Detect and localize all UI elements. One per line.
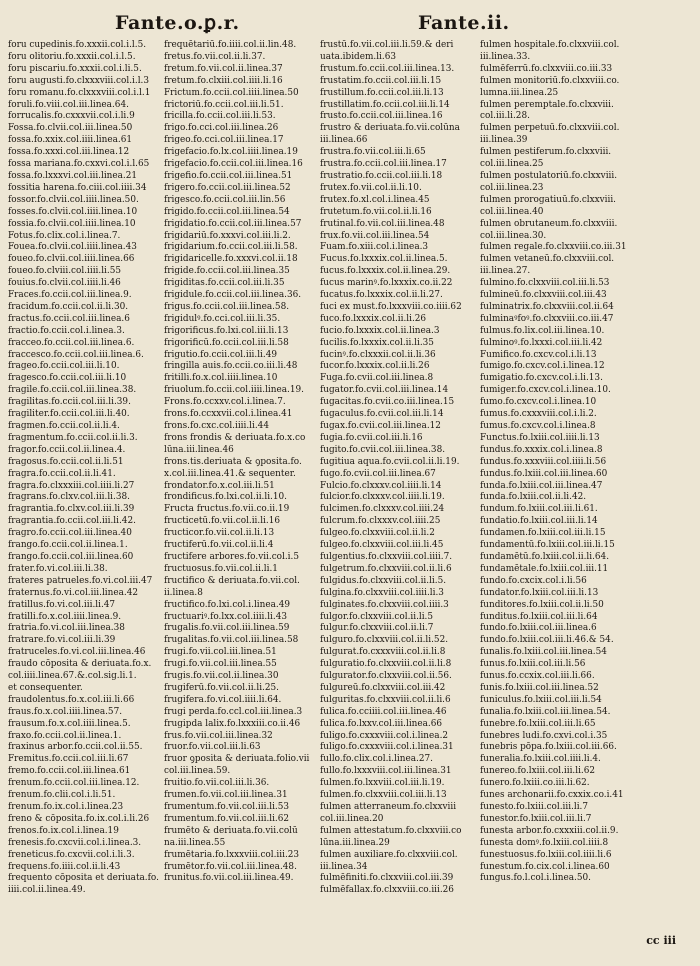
index-entry: fulcimen.fo.clxxxv.col.iiii.24 <box>320 504 445 515</box>
index-entry: fructuosus.fo.vii.col.ii.li.1 <box>164 563 278 574</box>
running-head-left: Fante.o.ꝑ.r. <box>115 12 240 34</box>
index-entry: fulmen perpetuū.fo.clxxviii.col. <box>480 123 620 134</box>
index-entry: fugaculus.fo.cvii.col.iii.li.14 <box>320 409 444 420</box>
index-entry: fractus.fo.ccii.col.iii.linea.6 <box>8 313 130 324</box>
index-entry: fumigatio.fo.cxcv.col.i.li.13. <box>480 373 603 384</box>
index-entry: fulgurator.fo.clxxviii.col.ii.56. <box>320 671 452 682</box>
index-entry: fremo.fo.ccii.col.iii.linea.61 <box>8 766 131 777</box>
index-entry: frigiditas.fo.ccii.col.iii.li.35 <box>164 278 285 289</box>
index-entry: frustratio.fo.ccii.col.iii.li.18 <box>320 170 443 181</box>
index-entry: fulmen postulatoriū.fo.clxxviii. <box>480 170 618 181</box>
index-entry: fugax.fo.cvii.col.iii.linea.12 <box>320 421 441 431</box>
index-entry: frequētariū.fo.iiii.col.ii.lin.48. <box>164 40 297 50</box>
index-entry: fundus.fo.lxiii.col.iii.linea.60 <box>480 468 608 479</box>
index-entry: funereo.fo.lxiii.col.iii.li.62 <box>480 766 596 777</box>
index-entry: uata.ibidem.li.63 <box>320 51 397 62</box>
index-entry: Fumifico.fo.cxcv.col.i.li.13 <box>480 349 597 360</box>
index-entry: frondator.fo.x.col.iii.li.51 <box>164 480 275 491</box>
index-entry: iii.linea.34 <box>320 861 368 872</box>
index-entry: fulgetrum.fo.clxxviii.col.ii.li.6 <box>320 563 452 574</box>
index-column-1 <box>8 40 176 930</box>
index-entry: frigutio.fo.ccii.col.iii.li.49 <box>164 349 278 360</box>
index-entry: frigidarium.fo.ccii.col.iii.li.58. <box>164 242 298 253</box>
index-entry: fucio.fo.lxxxix.col.ii.linea.3 <box>320 325 440 336</box>
index-entry: foruli.fo.viii.col.iii.linea.64. <box>8 99 129 110</box>
index-entry: fulmen attestatum.fo.clxxviii.co <box>320 825 462 836</box>
index-entry: fullo.fo.lxxxviii.col.iii.linea.31 <box>320 766 452 777</box>
index-entry: lumna.iii.linea.25 <box>480 87 559 98</box>
index-entry: lūna.iii.linea.29 <box>320 837 390 848</box>
index-entry: friuolum.fo.ccii.col.iiii.linea.19. <box>164 385 304 396</box>
index-entry: frigidule.fo.ccii.col.iii.linea.36. <box>164 290 302 301</box>
index-entry: frutinal.fo.vii.col.iii.linea.48 <box>320 218 445 229</box>
index-entry: col.iii.linea.59. <box>164 766 231 777</box>
index-entry: fritilli.fo.x.col.iiii.linea.10 <box>164 373 278 384</box>
index-entry: funditores.fo.lxiii.col.ii.li.50 <box>480 599 604 610</box>
index-entry: funebre.fo.lxiii.col.iii.li.65 <box>480 718 596 729</box>
index-entry: foru romanu.fo.clxxxviii.col.i.l.1 <box>8 87 151 98</box>
index-entry: funebris pōpa.fo.lxiii.col.iii.66. <box>480 742 617 753</box>
index-entry: fragra.fo.clxxxiii.col.iiii.li.27 <box>8 480 135 491</box>
index-entry: fumiger.fo.cxcv.col.i.linea.10. <box>480 385 611 396</box>
index-entry: frugis.fo.vii.col.ii.linea.30 <box>164 671 279 682</box>
index-entry: na.iii.linea.55 <box>164 837 226 848</box>
index-entry: frigo.fo.cci.col.iii.linea.26 <box>164 123 279 134</box>
index-entry: fungus.fo.l.col.i.linea.50. <box>480 873 591 884</box>
index-entry: foru piscariu.fo.xxxii.col.i.li.5. <box>8 63 142 74</box>
index-entry: fragrantia.fo.ccii.col.iii.li.42. <box>8 516 136 527</box>
index-entry: frictoriū.fo.ccii.col.iii.li.51. <box>164 99 284 110</box>
index-entry: fulmēferrū.fo.clxxviii.co.iii.33 <box>480 63 613 74</box>
index-entry: Fouea.fo.clvii.col.iiii.linea.43 <box>8 242 137 253</box>
index-entry: fructifere arbores.fo.vii.col.i.5 <box>164 551 299 562</box>
index-entry: frigido.fo.ccii.col.iii.linea.54 <box>164 206 290 217</box>
index-entry: frugi.fo.vii.col.iii.linea.51 <box>164 647 277 658</box>
index-entry: fratilli.fo.x.col.iiii.linea.9. <box>8 611 122 622</box>
index-entry: frigefio.fo.ccii.col.iii.linea.51 <box>164 170 293 181</box>
index-entry: fulgina.fo.clxxviii.col.iiii.li.3 <box>320 587 444 598</box>
index-entry: fructicetū.fo.vii.col.ii.li.16 <box>164 516 281 527</box>
index-entry: frigidatio.fo.ccii.col.iii.linea.57 <box>164 218 302 229</box>
index-entry: fruor ꝯposita & deriuata.folio.vii <box>164 754 310 765</box>
index-entry: Fucus.fo.lxxxix.col.ii.linea.5. <box>320 254 448 265</box>
index-entry: funalia.fo.lxiii.col.iii.linea.54. <box>480 706 611 717</box>
index-entry: frenos.fo.ix.col.i.linea.19 <box>8 825 119 836</box>
index-entry: fundator.fo.lxiii.col.iii.li.13 <box>480 587 599 598</box>
index-entry: fragor.fo.ccii.col.ii.linea.4. <box>8 444 126 455</box>
index-entry: fumo.fo.cxcv.col.i.linea.10 <box>480 397 597 408</box>
index-entry: frustatim.fo.ccii.col.iii.li.15 <box>320 75 442 86</box>
index-entry: funestuosus.fo.lxiii.col.iiii.li.6 <box>480 849 612 860</box>
index-entry: frango.fo.ccii.col.ii.linea.1. <box>8 540 128 551</box>
index-entry: Fructa fructus.fo.vii.co.ii.19 <box>164 504 290 515</box>
index-entry: col.iii.linea.40 <box>480 206 544 217</box>
index-entry: funis.fo.lxiii.col.iii.linea.52 <box>480 682 599 693</box>
index-entry: fulcrum.fo.clxxxv.col.iiii.25 <box>320 516 441 527</box>
index-entry: fundamētū.fo.lxiii.col.ii.li.64. <box>480 551 610 562</box>
index-entry: fossia.fo.clvii.col.iiii.linea.10 <box>8 218 136 229</box>
index-entry: fricilla.fo.ccii.col.iii.li.53. <box>164 111 276 122</box>
index-column-2 <box>164 40 332 930</box>
index-entry: fulmen auxiliare.fo.clxxviii.col. <box>320 849 458 860</box>
index-entry: fratrare.fo.vi.col.iii.li.39 <box>8 635 116 646</box>
index-entry: fugitiua aqua.fo.cvii.col.ii.li.19. <box>320 456 460 467</box>
index-entry: fulmen peremptale.fo.clxxviii. <box>480 99 614 110</box>
index-entry: Fotus.fo.clix.col.i.linea.7. <box>8 230 121 241</box>
index-entry: foru augusti.fo.clxxxviii.col.i.l.3 <box>8 75 149 86</box>
index-entry: frugi.fo.vii.col.iii.linea.55 <box>164 659 277 670</box>
index-entry: fuci ex must.fo.lxxxviii.co.iiii.62 <box>320 301 462 312</box>
index-entry: iii.linea.39 <box>480 135 528 146</box>
index-entry: fracidum.fo.ccii.col.ii.li.30. <box>8 301 129 312</box>
index-entry: iiii.col.ii.linea.49. <box>8 885 86 896</box>
index-entry: fundamētale.fo.lxiii.col.iii.11 <box>480 563 609 574</box>
index-entry: frenum.fo.ccii.col.iii.linea.12. <box>8 778 140 789</box>
index-entry: funalis.fo.lxiii.col.iii.linea.54 <box>480 647 607 658</box>
index-entry: frater.fo.vi.col.iii.li.38. <box>8 563 108 574</box>
index-entry: fulmēfallax.fo.clxxviii.co.iii.26 <box>320 885 454 896</box>
index-entry: fulgeo.fo.clxxviii.col.iii.li.45 <box>320 540 444 551</box>
index-entry: fulcior.fo.clxxxv.col.iiii.li.19. <box>320 492 445 503</box>
index-entry: frugipda lalix.fo.lxxxiii.co.ii.46 <box>164 718 301 729</box>
index-entry: frustillum.fo.ccii.col.iii.li.13 <box>320 87 444 98</box>
signature-mark: cc iii <box>646 934 676 947</box>
index-entry: fulica.fo.lxxv.col.iii.linea.66 <box>320 718 443 729</box>
index-entry: fulminaꝰfoꝰ.fo.clxxviii.co.iii.47 <box>480 313 614 324</box>
index-entry: frustra.fo.vii.col.iii.li.65 <box>320 147 426 158</box>
index-entry: fundamen.fo.lxiii.col.iii.li.15 <box>480 528 606 539</box>
index-entry: et consequenter. <box>8 682 83 693</box>
index-entry: fumigo.fo.cxcv.col.i.linea.12 <box>480 361 605 372</box>
index-entry: col.iii.linea.20 <box>320 813 384 824</box>
index-entry: fulginates.fo.clxxviii.col.iiii.3 <box>320 599 449 610</box>
index-entry: fructuariꝰ.fo.lxx.col.iiii.li.43 <box>164 611 287 622</box>
index-entry: col.iii.linea.30. <box>480 230 547 241</box>
index-entry: funes archonarii.fo.cxxix.co.i.41 <box>480 790 624 801</box>
index-entry: fragra.fo.ccii.col.ii.li.41. <box>8 468 116 479</box>
index-entry: fundamentū.fo.lxiii.col.iii.li.15 <box>480 540 615 551</box>
index-entry: fulminoꝰ.fo.lxxxi.col.iii.li.42 <box>480 337 603 348</box>
index-entry: frigesco.fo.ccii.col.iii.lin.56 <box>164 194 286 205</box>
index-entry: fulmino.fo.clxxviii.col.iii.li.53 <box>480 278 610 289</box>
index-entry: x.col.iii.linea.41.& sequenter. <box>164 468 296 479</box>
index-entry: frenesis.fo.cxcvii.col.i.linea.3. <box>8 837 142 848</box>
index-entry: fragile.fo.ccii.col.iii.linea.38. <box>8 385 137 396</box>
index-entry: frigide.fo.ccii.col.iii.linea.35 <box>164 266 290 277</box>
index-entry: fulgur.fo.clxxviii.col.ii.li.7 <box>320 623 434 634</box>
index-entry: iii.linea.27. <box>480 266 531 277</box>
index-entry: fulmen.fo.lxxviii.col.iii.li.19. <box>320 778 445 789</box>
index-entry: fulmen prorogatiuū.fo.clxxviii. <box>480 194 616 205</box>
index-entry: frequens.fo.iiii.col.ii.li.43 <box>8 861 121 872</box>
index-entry: col.iiii.linea.67.&.col.sig.li.1. <box>8 671 137 682</box>
index-entry: fulmen atterraneum.fo.clxxviii <box>320 802 457 812</box>
index-entry: fulminatrix.fo.clxxviii.col.ii.64 <box>480 301 614 312</box>
index-entry: fulmus.fo.lix.col.iii.linea.10. <box>480 325 605 336</box>
index-entry: fossa.fo.lxxxvi.col.iii.linea.21 <box>8 170 138 181</box>
index-entry: frigero.fo.ccii.col.iii.linea.52 <box>164 182 291 193</box>
index-entry: frumēto & deriuata.fo.vii.colū <box>164 825 298 836</box>
index-entry: fumus.fo.cxxxviii.col.i.li.2. <box>480 409 597 420</box>
index-entry: fucinꝰ.fo.clxxxii.col.ii.li.36 <box>320 349 436 360</box>
index-entry: frugalis.fo.vii.col.iii.linea.59 <box>164 623 290 634</box>
index-entry: fraxinus arbor.fo.ccii.col.ii.55. <box>8 742 143 753</box>
index-entry: frustra.fo.ccii.col.iii.linea.17 <box>320 159 447 170</box>
index-entry: freno & cōposita.fo.ix.col.i.li.26 <box>8 813 150 824</box>
index-entry: fraus.fo.x.col.iiii.linea.57. <box>8 706 123 717</box>
index-entry: fratruceles.fo.vi.col.iii.linea.46 <box>8 647 146 658</box>
index-entry: fulgidus.fo.clxxviii.col.ii.li.5. <box>320 575 447 586</box>
index-entry: fragmen.fo.ccii.col.ii.li.4. <box>8 421 120 431</box>
index-entry: fretum.fo.vii.col.ii.linea.37 <box>164 63 283 74</box>
index-entry: fulguro.fo.clxxviii.col.ii.li.52. <box>320 635 449 646</box>
index-entry: fruitio.fo.vii.col.iii.li.36. <box>164 778 270 789</box>
index-entry: fossor.fo.clvii.col.iiii.linea.50. <box>8 194 139 205</box>
index-entry: fulmen vetaneū.fo.clxxviii.col. <box>480 254 615 265</box>
index-entry: frons frondis & deriuata.fo.x.co <box>164 432 306 443</box>
index-entry: Fossa.fo.clvii.col.iii.linea.50 <box>8 123 133 134</box>
index-entry: fucus marinꝰ.fo.lxxxix.co.ii.22 <box>320 278 453 289</box>
index-entry: fuligo.fo.cxxxviii.col.i.linea.2 <box>320 730 449 741</box>
index-entry: frugalitas.fo.vii.col.iii.linea.58 <box>164 635 299 646</box>
index-entry: frumētor.fo.vii.col.iii.linea.48. <box>164 861 297 872</box>
index-entry: fraudolentus.fo.x.col.iii.li.66 <box>8 694 135 705</box>
index-entry: fossitia harena.fo.ciii.col.iiii.34 <box>8 182 147 193</box>
index-entry: fosses.fo.clvii.col.iiii.linea.10 <box>8 206 138 217</box>
index-entry: fuco.fo.lxxxix.col.ii.li.26 <box>320 313 427 324</box>
index-entry: fumus.fo.cxcv.col.i.linea.8 <box>480 421 596 431</box>
index-entry: fulmen hospitale.fo.clxxviii.col. <box>480 40 620 50</box>
index-entry: col.iii.linea.23 <box>480 182 544 193</box>
index-entry: frustillatim.fo.ccii.col.iii.li.14 <box>320 99 450 110</box>
index-entry: fragro.fo.ccii.col.iii.linea.40 <box>8 528 132 539</box>
index-entry: frugi perda.fo.ccl.col.iii.linea.3 <box>164 706 303 717</box>
index-entry: freneticus.fo.cxcvii.col.i.li.3. <box>8 849 135 860</box>
index-entry: frenum.fo.ix.col.i.linea.23 <box>8 802 124 812</box>
index-entry: frusto.fo.ccii.col.iii.linea.16 <box>320 111 443 122</box>
index-entry: fretus.fo.vii.col.ii.li.37. <box>164 51 266 62</box>
index-entry: fundum.fo.lxiii.col.iii.li.61. <box>480 504 598 515</box>
index-entry: frenum.fo.clii.col.i.li.51. <box>8 790 116 801</box>
index-entry: lūna.iii.linea.46 <box>164 444 234 455</box>
index-entry: fringilla auis.fo.ccii.co.iii.li.48 <box>164 361 298 372</box>
index-entry: funda.fo.lxiii.col.iii.linea.47 <box>480 480 603 491</box>
index-entry: fractio.fo.ccii.col.i.linea.3. <box>8 325 125 336</box>
index-entry: frigus.fo.ccii.col.iii.linea.58. <box>164 301 290 312</box>
index-entry: frumentum.fo.vii.col.iii.li.62 <box>164 813 290 824</box>
index-entry: fulgurat.fo.cxxxviii.col.ii.li.8 <box>320 647 446 658</box>
index-entry: fugito.fo.cvii.col.iii.linea.38. <box>320 444 446 455</box>
index-entry: fuligo.fo.cxxxviii.col.i.linea.31 <box>320 742 454 753</box>
index-entry: fossa.fo.xxxi.col.iii.linea.12 <box>8 147 130 158</box>
index-entry: foueo.fo.clvii.col.iiii.linea.66 <box>8 254 135 265</box>
index-entry: foru cupedinis.fo.xxxii.col.i.l.5. <box>8 40 147 50</box>
index-entry: forrucalis.fo.cxxxvii.col.i.li.9 <box>8 111 135 122</box>
index-entry: frumen.fo.vii.col.iii.linea.31 <box>164 790 288 801</box>
index-entry: fucus.fo.lxxxix.col.ii.linea.29. <box>320 266 451 277</box>
index-entry: fullo.fo.clix.col.i.linea.27. <box>320 754 433 765</box>
index-entry: ii.linea.8 <box>164 587 203 598</box>
index-entry: frigidulꝰ.fo.cci.col.iii.li.35. <box>164 313 281 324</box>
running-head-right: Fante.ii. <box>418 12 510 34</box>
index-entry: fulgeo.fo.clxxviii.col.ii.li.2 <box>320 528 435 539</box>
index-entry: fulmēfiniti.fo.clxxviii.col.iii.39 <box>320 873 454 884</box>
index-entry: fucatus.fo.lxxxix.col.ii.li.27. <box>320 290 443 301</box>
index-entry: fulmen obrutaneum.fo.clxxviii. <box>480 218 618 229</box>
index-entry: fulmineū.fo.clxxviii.col.iii.43 <box>480 290 607 301</box>
index-entry: Fuam.fo.xiii.col.i.linea.3 <box>320 242 429 253</box>
index-entry: frutex.fo.vii.col.ii.li.10. <box>320 182 422 193</box>
index-entry: fraxo.fo.ccii.col.ii.linea.1. <box>8 730 122 741</box>
index-entry: Fremitus.fo.ccii.col.iii.li.67 <box>8 754 129 765</box>
index-entry: fundo.fo.cxcix.col.i.li.56 <box>480 575 587 586</box>
index-entry: fulguritas.fo.clxxviii.col.ii.li.6 <box>320 694 451 705</box>
index-entry: fulmen monitoriū.fo.clxxviii.co. <box>480 75 620 86</box>
index-entry: fulmen.fo.clxxviii.col.iii.li.13 <box>320 790 447 801</box>
index-entry: fundatio.fo.lxiii.col.iii.li.14 <box>480 516 598 527</box>
index-entry: fragrans.fo.clxv.col.iii.li.38. <box>8 492 130 503</box>
index-entry: frus.fo.vii.col.iii.linea.32 <box>164 730 273 741</box>
index-entry: funus.fo.lxiii.col.iii.li.56 <box>480 659 586 670</box>
index-entry: fragrantia.fo.clxv.col.iii.li.39 <box>8 504 135 515</box>
index-entry: foueo.fo.clviii.col.iiii.li.55 <box>8 266 121 277</box>
index-entry: fratria.fo.vi.col.iii.linea.38 <box>8 623 125 634</box>
index-entry: fulica.fo.cciiii.col.iii.linea.46 <box>320 706 447 717</box>
index-entry: funesto.fo.lxiii.col.iii.li.7 <box>480 802 589 812</box>
index-entry: iii.linea.66 <box>320 135 368 146</box>
index-entry: frugifera.fo.vi.col.iiii.li.64. <box>164 694 282 705</box>
index-entry: fragesco.fo.ccii.col.iii.li.10 <box>8 373 127 384</box>
index-entry: fundus.fo.xxxviii.col.iiii.li.56 <box>480 456 607 467</box>
index-entry: frons.fo.ccxxvii.col.i.linea.41 <box>164 409 293 420</box>
index-entry: fruor.fo.vii.col.iii.li.63 <box>164 742 261 753</box>
index-entry: fracceo.fo.ccii.col.iii.linea.6. <box>8 337 135 348</box>
index-entry: fructicor.fo.vii.col.ii.li.13 <box>164 528 275 539</box>
index-entry: frango.fo.ccii.col.iii.linea.60 <box>8 551 134 562</box>
index-entry: fucor.fo.lxxxix.col.ii.li.26 <box>320 361 430 372</box>
index-entry: frugiferū.fo.vii.col.ii.li.25. <box>164 682 279 693</box>
index-entry: fragosus.fo.ccii.col.ii.li.51 <box>8 456 124 467</box>
index-entry: Fulcio.fo.clxxxv.col.iiii.li.14 <box>320 480 442 491</box>
index-entry: funeralia.fo.lxiii.col.iiii.li.4. <box>480 754 601 765</box>
index-entry: fucilis.fo.lxxxix.col.ii.li.35 <box>320 337 434 348</box>
index-entry: frons.fo.cxc.col.iiii.li.44 <box>164 421 269 431</box>
index-entry: fugacitas.fo.cvii.co.iii.linea.15 <box>320 397 455 408</box>
index-column-3 <box>320 40 488 930</box>
index-entry: frondificus.fo.lxi.col.ii.li.10. <box>164 492 287 503</box>
index-entry: fossa.fo.xxix.col.iiii.linea.61 <box>8 135 133 146</box>
index-entry: funebres ludi.fo.cxvi.col.i.35 <box>480 730 608 741</box>
index-entry: funesta domꝰ.fo.lxiii.col.iiii.8 <box>480 837 609 848</box>
index-entry: fulguratio.fo.clxxviii.col.ii.li.8 <box>320 659 452 670</box>
index-entry: fouius.fo.clvii.col.iiii.li.46 <box>8 278 121 289</box>
index-entry: fructifico.fo.lxi.col.i.linea.49 <box>164 599 290 610</box>
index-entry: funditus.fo.lxiii.col.iii.li.64 <box>480 611 598 622</box>
index-entry: fretum.fo.clxiii.col.iiii.li.16 <box>164 75 283 86</box>
index-entry: frustro & deriuata.fo.vii.colūna <box>320 123 460 134</box>
index-entry: fugo.fo.cvii.col.iii.linea.67 <box>320 468 436 479</box>
index-entry: Fuga.fo.cvii.col.iii.linea.8 <box>320 373 434 384</box>
index-entry: fundo.fo.lxiii.col.iii.linea.6 <box>480 623 597 634</box>
index-entry: funesta arbor.fo.cxxxiii.col.ii.9. <box>480 825 619 836</box>
index-entry: fugator.fo.cvii.col.iii.linea.14 <box>320 385 449 396</box>
index-entry: fulgureū.fo.clxxviii.col.iii.42 <box>320 682 446 693</box>
index-entry: col.iii.li.28. <box>480 111 530 122</box>
index-entry: funus.fo.ccxix.col.iii.li.66. <box>480 671 595 682</box>
index-entry: fugia.fo.cvii.col.iii.li.16 <box>320 432 423 443</box>
index-entry: funiculus.fo.lxiii.col.iii.li.54 <box>480 694 602 705</box>
index-entry: frigorificus.fo.lxi.col.iii.li.13 <box>164 325 289 336</box>
index-entry: frausum.fo.x.col.iiii.linea.5. <box>8 718 131 729</box>
index-entry: fructiferū.fo.vii.col.ii.li.4 <box>164 540 274 551</box>
index-entry: frutex.fo.xl.col.i.linea.45 <box>320 194 430 205</box>
index-entry: frumentum.fo.vii.col.iii.li.53 <box>164 802 290 812</box>
index-entry: frigeo.fo.cci.col.iii.linea.17 <box>164 135 284 146</box>
index-entry: frigorificū.fo.ccii.col.iii.li.58 <box>164 337 289 348</box>
running-head <box>0 4 700 42</box>
index-entry: fossa mariana.fo.cxxvi.col.i.l.65 <box>8 159 150 170</box>
index-entry: fundus.fo.xxxix.col.i.linea.8 <box>480 444 603 455</box>
index-entry: col.iii.linea.25 <box>480 159 544 170</box>
index-entry: frustum.fo.ccii.col.iii.linea.13. <box>320 63 455 74</box>
index-entry: frigidaricelle.fo.xxxvi.col.ii.18 <box>164 254 298 265</box>
index-entry: frutetum.fo.vii.col.ii.li.16 <box>320 206 432 217</box>
index-entry: frageo.fo.ccii.col.iii.li.10. <box>8 361 120 372</box>
index-entry: Fraces.fo.ccii.col.iii.linea.9. <box>8 290 132 301</box>
index-entry: fraudo cōposita & deriuata.fo.x. <box>8 659 152 670</box>
index-entry: fratillus.fo.vi.col.iii.li.47 <box>8 599 116 610</box>
index-entry: frunitus.fo.vii.col.iii.linea.49. <box>164 873 294 884</box>
index-entry: frateres patrueles.fo.vi.col.iii.47 <box>8 575 153 586</box>
index-entry: funestum.fo.cix.col.i.linea.60 <box>480 861 610 872</box>
index-entry: foru olitoriu.fo.xxxii.col.i.l.5. <box>8 51 136 62</box>
index-entry: fulmen regale.fo.clxxviii.co.iii.31 <box>480 242 627 253</box>
index-column-4 <box>480 40 692 930</box>
index-entry: funestor.fo.lxiii.col.iii.li.7 <box>480 813 592 824</box>
index-entry: fraternus.fo.vi.col.iii.linea.42 <box>8 587 139 598</box>
index-entry: frustū.fo.vii.col.iii.li.59.& deri <box>320 40 454 50</box>
index-entry: frumētaria.fo.lxxxviii.col.iii.23 <box>164 849 300 860</box>
index-entry: Functus.fo.lxiii.col.iiii.li.13 <box>480 432 600 443</box>
index-entry: funda.fo.lxiii.col.ii.li.42. <box>480 492 587 503</box>
index-entry: fulmen pestiferum.fo.clxxviii. <box>480 147 612 158</box>
index-entry: iii.linea.33. <box>480 51 531 62</box>
index-entry: fructifico & deriuata.fo.vii.col. <box>164 575 300 586</box>
index-entry: funero.fo.lxiii.co.iii.li.62. <box>480 778 590 789</box>
index-columns <box>8 40 692 930</box>
index-entry: fulgor.fo.clxxviii.col.ii.li.5 <box>320 611 434 622</box>
index-entry: frequento cōposita et deriuata.fo. <box>8 873 159 884</box>
index-entry: fragilitas.fo.ccii.col.iii.li.39. <box>8 397 131 408</box>
index-entry: fraccesco.fo.ccii.col.iii.linea.6. <box>8 349 144 360</box>
index-entry: frigefacio.fo.ccii.col.iii.linea.16 <box>164 159 303 170</box>
index-entry: fragiliter.fo.ccii.col.iii.li.40. <box>8 409 130 420</box>
index-entry: Frictum.fo.ccii.col.iiii.linea.50 <box>164 87 299 98</box>
index-entry: fragmentum.fo.ccii.col.ii.li.3. <box>8 432 138 443</box>
index-entry: fulgentius.fo.clxxviii.col.iiii.7. <box>320 551 453 562</box>
index-entry: frigefacio.fo.lx.col.iiii.linea.19 <box>164 147 298 158</box>
index-entry: fundo.fo.lxiii.col.iii.li.46.& 54. <box>480 635 614 646</box>
index-entry: Frons.fo.ccxxv.col.i.linea.7. <box>164 397 286 408</box>
index-entry: frigidariū.fo.xxxvi.col.iii.li.2. <box>164 230 291 241</box>
index-entry: frons.tis.deriuata & ꝯposita.fo. <box>164 456 302 467</box>
index-entry: frux.fo.vii.col.iii.linea.54 <box>320 230 430 241</box>
